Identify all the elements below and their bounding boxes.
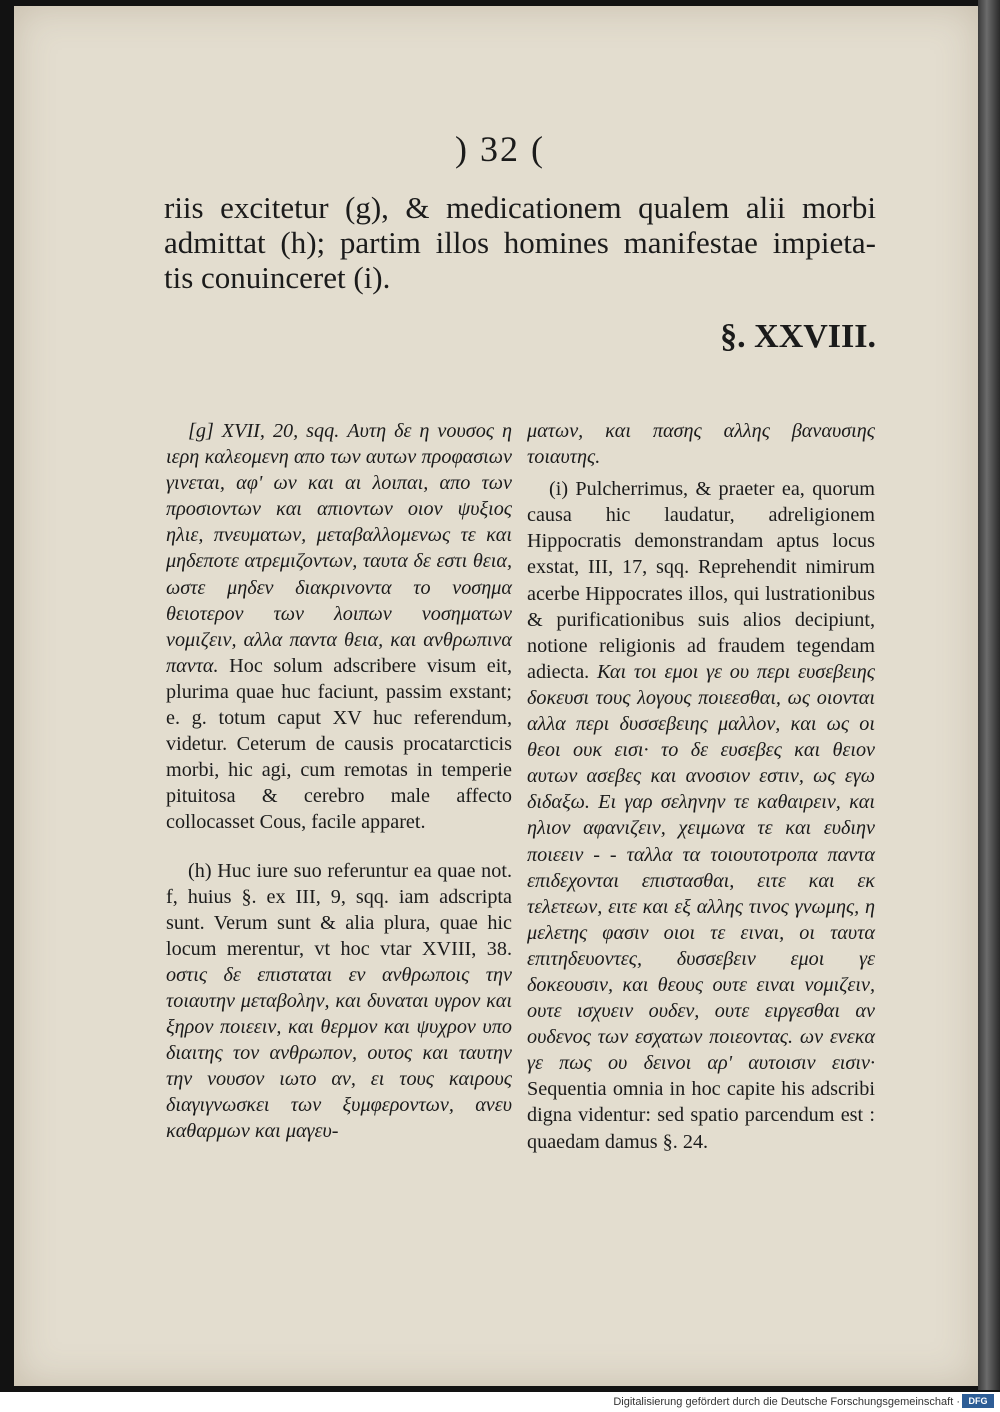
footnote-i-latin: (i) Pulcherrimus, & praeter ea, quorum causa hic laudatur, adreligionem Hippocratis demonstrandam aptus locus exstat, III, 17, sqq. Reprehendit nimirum acerbe Hippocrates illos, qui lustrationibus & purificationibus suis alios decipiunt, notione religionis ad fraudem tegendam adiecta. [527,478,875,683]
lead-line-2: admittat (h); partim illos homines manifestae impieta- [164,225,876,260]
footnote-column-right [527,418,875,1155]
footnote-column-left [166,418,512,1145]
page-number: ) 32 ( [455,129,545,169]
footnote-h-latin: (h) Huc iure suo referuntur ea quae not. f, huius §. ex III, 9, sqq. iam adscripta sunt. Verum sunt & alia plura, quae hic locum merentur, vt hoc vtar XVIII, 38. [166,859,512,960]
footnote-h-continued-greek: ματων, και πασης αλλης βαναυσιης τοιαυτης. [527,420,875,469]
footnote-g [166,418,512,836]
footnote-g-latin: Hoc solum adscribere visum eit, plurima quae huc faciunt, passim exstant; e. g. totum caput XV huc referendum, videtur. Ceterum de causis procatarcticis morbi, hic agi, cum remotas in temperie pituitosa & cerebro male affecto collocasset Cous, facile apparet. [166,654,512,834]
dfg-logo-icon: DFG [962,1394,994,1408]
lead-line-1: riis excitetur (g), & medicationem qualem alii morbi [164,190,876,225]
page-edge-shadow [978,0,1000,1390]
section-heading: §. XXVIII. [720,318,876,355]
footnote-h [166,858,512,1145]
lead-line-3: tis conuinceret (i). [164,260,391,295]
footnote-h-continued [527,418,875,470]
footnote-i [527,476,875,1154]
footer-credit: Digitalisierung gefördert durch die Deutsche Forschungsgemeinschaft · [613,1396,960,1408]
lead-paragraph [164,190,876,295]
footnote-h-greek: οστις δε επισταται εν ανθρωποις την τοιαυτην μεταβολην, και δυναται υγρον και ξηρον ποιεειν, και θερμον και ψυχρον υπο διαιτης τον ανθρωπον, ουτος και ταυτην την νουσον ιωτο αν, ει τους καιρους διαγιγνωσκει των ξυμφεροντων, ανευ καθαρμων και μαγευ- [166,963,512,1143]
footnote-i-greek: Και τοι εμοι γε ου περι ευσεβειης δοκευσι τους λογους ποιεεσθαι, ως οιονται αλλα περι δυσσεβειης μαλλον, και ως οι θεοι ουκ εισι· το δε ευσεβες και θειον αυτων ασεβες και ανοσιον εστιν, ως εγω διδαξω. Ει γαρ σεληνην τε καθαιρειν, και ηλιον αφανιζειν, χειμωνα τε και ευδιην ποιεειν - - ταλλα τα τοιουτοτροπα παντα επιδεχονται επιστασθαι, ειτε και εκ τελετεων, ειτε και εξ αλλης τινος γνωμης, η μελετης φασιν οιοι τε ειναι, οι ταυτα επιτηδευοντες, δυσσεβειν εμοι γε δοκεουσιν, και θεους ουτε ειναι νομιζειν, ουτε ισχυειν ουδεν, ουτε ειργεσθαι αν ουδενος των εσχατων ποιεοντας. ων ενεκα γε πως ου δεινοι αρ' αυτοισιν εισιν· [527,660,876,1075]
footnote-g-greek: [g] XVII, 20, sqq. Αυτη δε η νουσος η ιερη καλεομενη απο των αυτων προφασιων γινεται, αφ' ων και αι λοιπαι, απο των προσιοντων και απιοντων οιον ψυξιος ηλιε, πνευματων, μεταβαλλομενως τε και μηδεποτε ατρεμιζοντων, ταυτα δε εστι θεια, ωστε μηδεν διακρινοντα το νοσημα θειοτερον των λοιπων νοσηματων νομιζειν, αλλα παντα θεια, και ανθρωπινα παντα. [166,420,512,677]
footnote-i-latin-end: Sequentia omnia in hoc capite his adscribi digna videntur: sed spatio parcendum est : quaedam damus §. 24. [527,1078,875,1153]
